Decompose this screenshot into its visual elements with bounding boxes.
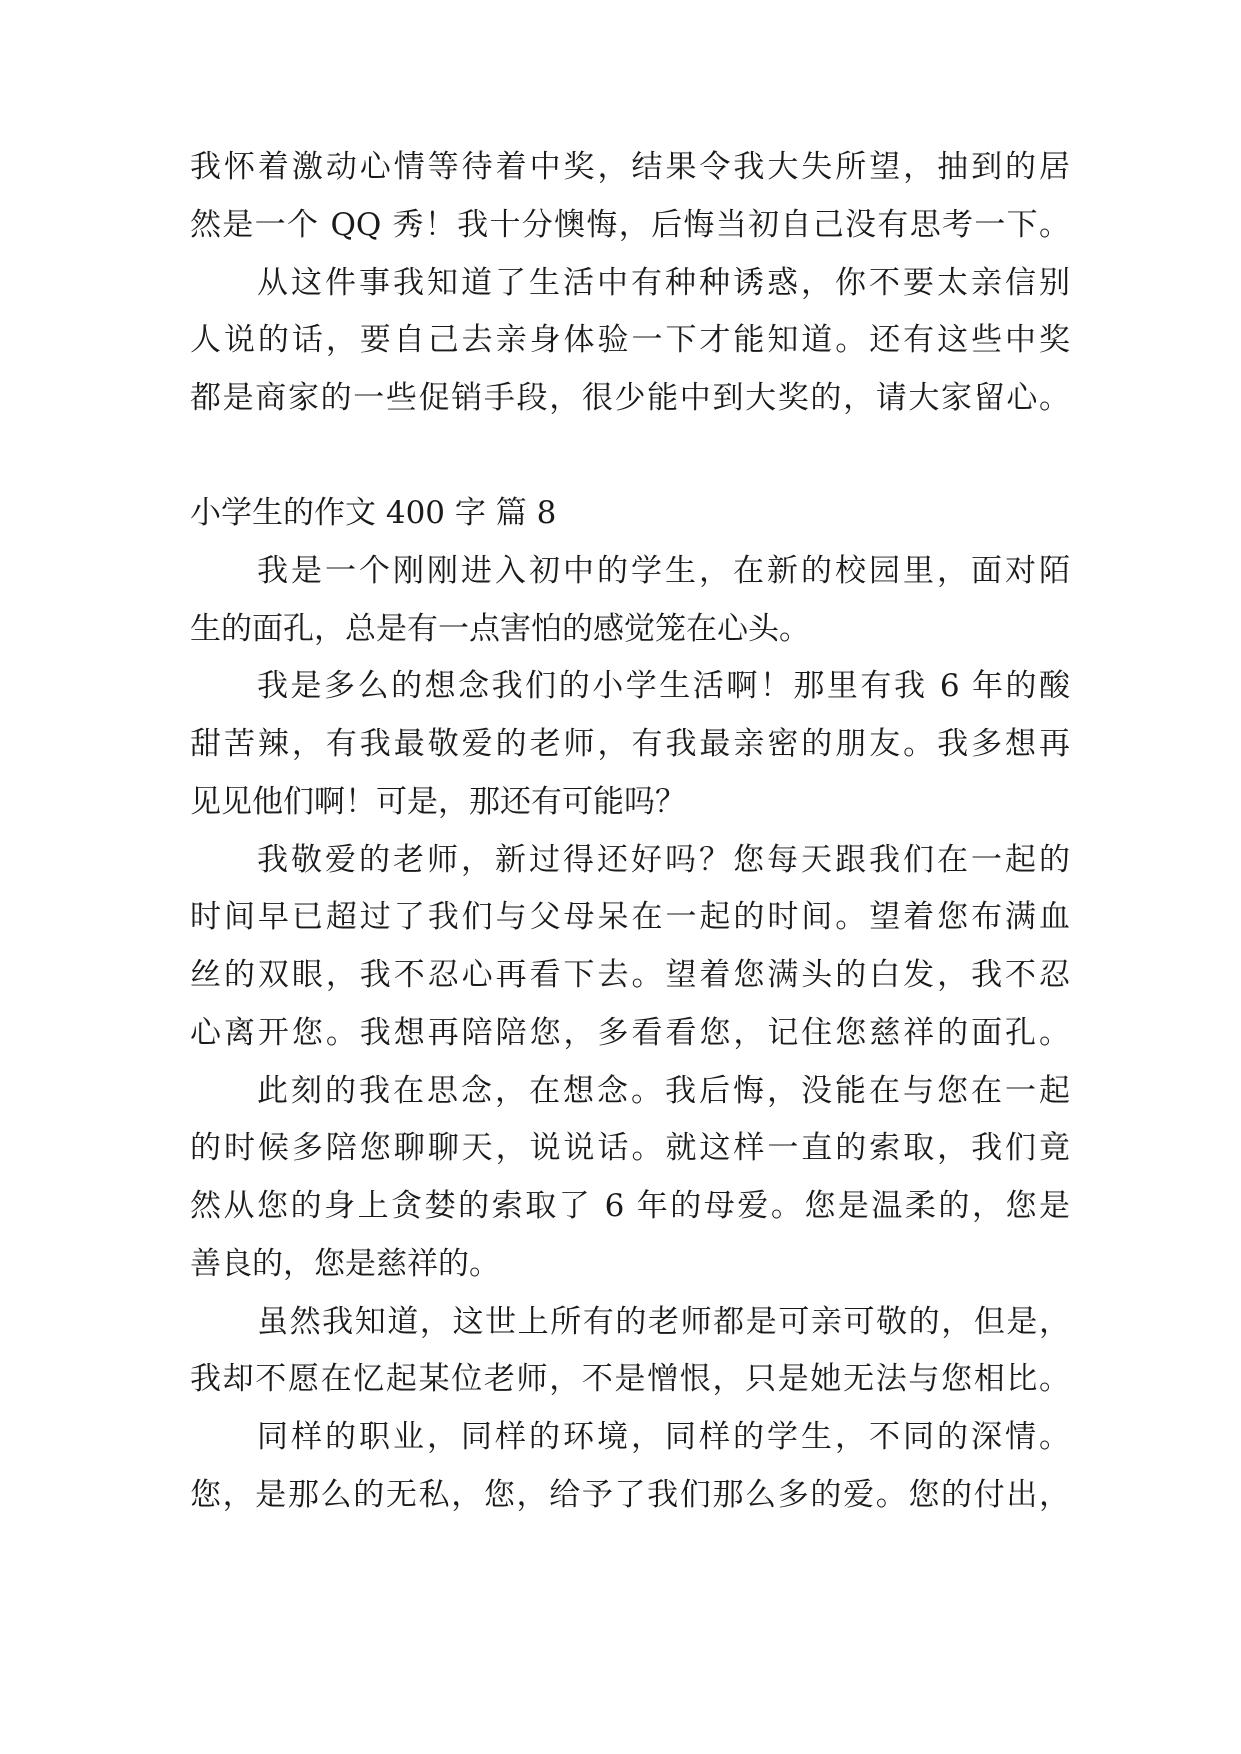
paragraph-first-line: 从这件事我知道了生活中有种种诱惑，你不要太亲信别 <box>257 265 1070 301</box>
text-line: 人说的话，要自己去亲身体验一下才能知道。还有这些中奖 <box>190 322 1070 358</box>
paragraph-first-line: 我是多么的想念我们的小学生活啊！那里有我 6 年的酸 <box>257 668 1070 704</box>
paragraph-first-line: 此刻的我在思念，在想念。我后悔，没能在与您在一起 <box>257 1073 1070 1109</box>
text-line: 您，是那么的无私，您，给予了我们那么多的爱。您的付出， <box>190 1477 1070 1513</box>
text-line: 甜苦辣，有我最敬爱的老师，有我最亲密的朋友。我多想再 <box>190 726 1070 762</box>
paragraph-first-line: 虽然我知道，这世上所有的老师都是可亲可敬的，但是， <box>257 1304 1070 1340</box>
text-line: 然是一个 QQ 秀！我十分懊悔，后悔当初自己没有思考一下。 <box>190 207 1070 243</box>
text-line: 我怀着激动心情等待着中奖，结果令我大失所望，抽到的居 <box>190 149 1070 185</box>
text-line: 丝的双眼，我不忍心再看下去。望着您满头的白发，我不忍 <box>190 957 1070 993</box>
text-line: 我却不愿在忆起某位老师，不是憎恨，只是她无法与您相比。 <box>190 1361 1070 1397</box>
paragraph-first-line: 我敬爱的老师，新过得还好吗？您每天跟我们在一起的 <box>257 842 1070 878</box>
essay-heading: 小学生的作文 400 字 篇 8 <box>190 495 557 531</box>
paragraph-last-line: 善良的，您是慈祥的。 <box>190 1246 500 1282</box>
paragraph-first-line: 同样的职业，同样的环境，同样的学生，不同的深情。 <box>257 1419 1070 1455</box>
text-line: 时间早已超过了我们与父母呆在一起的时间。望着您布满血 <box>190 899 1070 935</box>
text-line: 心离开您。我想再陪陪您，多看看您，记住您慈祥的面孔。 <box>190 1015 1070 1051</box>
text-line: 然从您的身上贪婪的索取了 6 年的母爱。您是温柔的，您是 <box>190 1188 1070 1224</box>
text-line: 都是商家的一些促销手段，很少能中到大奖的，请大家留心。 <box>190 380 1070 416</box>
paragraph-last-line: 生的面孔，总是有一点害怕的感觉笼在心头。 <box>190 611 810 647</box>
text-line: 的时候多陪您聊聊天，说说话。就这样一直的索取，我们竟 <box>190 1130 1070 1166</box>
paragraph-last-line: 见见他们啊！可是，那还有可能吗？ <box>190 784 686 820</box>
paragraph-first-line: 我是一个刚刚进入初中的学生，在新的校园里，面对陌 <box>257 553 1070 589</box>
